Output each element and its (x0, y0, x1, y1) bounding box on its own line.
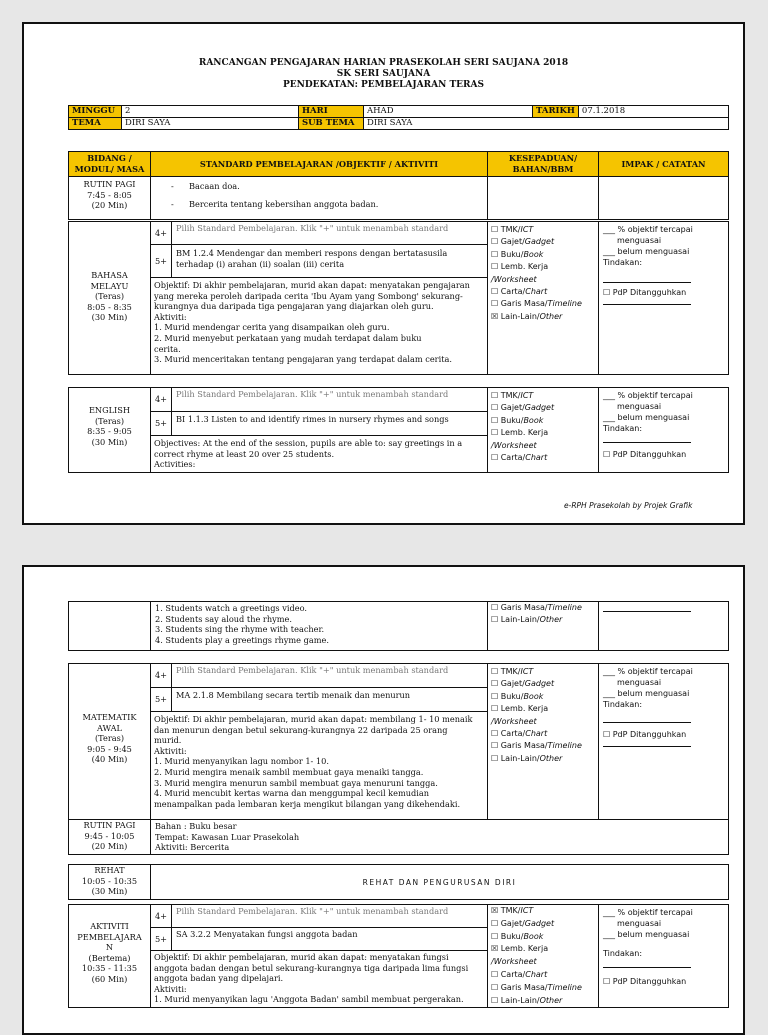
checkbox-icon: ☐ (491, 262, 499, 272)
bm-objektif (150, 277, 488, 375)
checkbox-icon: ☐ (491, 982, 499, 992)
checkbox-icon: ☐ (491, 741, 499, 751)
bm-level-1: 4+ (150, 221, 172, 245)
ma-o2: dan menurun dengan betul sekurang-kurangnya 22 daripada 25 orang (154, 724, 448, 735)
impak-belum: ___ belum menguasai (603, 247, 690, 256)
checkbox-icon: ☐ (491, 237, 499, 247)
tmk-label: TMK/ (500, 667, 521, 676)
chk-tmk[interactable] (491, 224, 595, 236)
ict-label: ICT (520, 667, 534, 676)
checkbox-checked-icon: ☒ (491, 311, 499, 321)
chk-lain[interactable] (491, 995, 595, 1008)
tema-label: TEMA (69, 118, 122, 130)
tarikh-label: TARIKH (533, 106, 579, 118)
impak-tindakan: Tindakan: (603, 700, 643, 709)
carta-label: Carta/ (500, 729, 526, 739)
chk-tmk[interactable] (491, 390, 595, 402)
en-activities (150, 601, 488, 651)
ap-o3: anggota badan yang dipelajari. (154, 973, 284, 984)
checkbox-icon: ☐ (491, 391, 499, 400)
ma-kesepaduan (487, 663, 599, 820)
impak-belum: ___ belum menguasai (603, 413, 690, 422)
checkbox-icon: ☐ (491, 299, 499, 309)
impak-ditangguhkan[interactable]: ☐ PdP Ditangguhkan (603, 288, 687, 297)
ma-l3: (Teras) (94, 733, 125, 744)
ma-level-2: 5+ (150, 687, 172, 712)
en-kesepaduan (487, 387, 599, 473)
ap-o5: 1. Murid menyanyikan lagu 'Anggota Badan' sambil membuat pergerakan. (154, 994, 464, 1005)
en-act-2: 2. Students say aloud the rhyme. (155, 613, 292, 624)
gajet-label: Gajet/ (500, 918, 525, 928)
bm-o4: Aktiviti: (154, 311, 187, 322)
lembaran-label: Lemb. Kerja (500, 262, 549, 272)
checkbox-icon: ☐ (491, 995, 499, 1005)
chk-lembaran[interactable] (491, 427, 595, 439)
header-line-2: SK SERI SAUJANA (336, 69, 431, 79)
timeline-label: Timeline (547, 603, 582, 612)
checkbox-icon: ☐ (491, 679, 499, 689)
bm-o5: 1. Murid mendengar cerita yang disampaikan oleh guru. (154, 322, 390, 333)
bm-impak (598, 221, 729, 375)
bm-std2-line2: terhadap (i) arahan (ii) soalan (iii) cerita (176, 258, 345, 269)
impak-menguasai: menguasai (617, 919, 662, 928)
checkbox-checked-icon: ☒ (491, 906, 499, 915)
worksheet-label: /Worksheet (491, 716, 537, 726)
chk-garis[interactable] (491, 298, 595, 310)
carta-label: Carta/ (500, 453, 526, 463)
en-cont-label (68, 601, 151, 651)
en-impak (598, 387, 729, 473)
ma-standard-1[interactable]: Pilih Standard Pembelajaran. Klik "+" untuk menambah standard (171, 663, 488, 688)
chart-label: Chart (525, 729, 548, 739)
ma-impak (598, 663, 729, 820)
en-objectives (150, 435, 488, 473)
chk-lain[interactable] (491, 614, 595, 626)
ap-l1: AKTIVITI (90, 921, 129, 931)
ma-o3: murid. (154, 735, 182, 746)
impak-menguasai: menguasai (617, 236, 662, 245)
gajet-label: Gajet/ (500, 237, 525, 247)
en-o2: correct rhyme at least 20 over 25 students. (154, 448, 335, 459)
carta-label: Carta/ (500, 969, 526, 979)
lembaran-label: Lemb. Kerja (500, 704, 549, 714)
bm-standard-1[interactable]: Pilih Standard Pembelajaran. Klik "+" untuk menambah standard (171, 221, 488, 245)
rutin-pagi-2-content (150, 819, 729, 855)
bm-o3: kurangnya dua daripada tiga pengajaran yang diajarkan oleh guru. (154, 301, 434, 312)
ap-o4: Aktiviti: (154, 983, 187, 994)
chk-garis[interactable] (491, 740, 595, 752)
impak-line (603, 298, 691, 305)
hari-value: AHAD (364, 106, 533, 118)
gadget-label: Gadget (524, 679, 555, 689)
tmk-label: TMK/ (500, 906, 521, 915)
ap-l6: (60 Min) (91, 973, 128, 984)
gadget-label: Gadget (524, 403, 555, 413)
chk-lain[interactable] (491, 753, 595, 765)
ict-label: ICT (520, 391, 534, 400)
checkbox-icon: ☐ (491, 615, 499, 625)
lain-label: Lain-Lain/ (500, 753, 540, 763)
impak-line (603, 710, 691, 723)
impak-tindakan: Tindakan: (603, 949, 643, 958)
subtema-label: SUB TEMA (299, 118, 364, 130)
chk-lain[interactable] (491, 311, 595, 323)
other-label: Other (539, 995, 563, 1005)
chk-carta[interactable] (491, 969, 595, 982)
impak-ditangguhkan[interactable]: ☐ PdP Ditangguhkan (603, 730, 687, 739)
chk-tmk[interactable] (491, 905, 595, 918)
en-cont-impak (598, 601, 729, 651)
impak-menguasai: menguasai (617, 402, 662, 411)
col-bidang-line2: MODUL/ MASA (74, 164, 145, 174)
chart-label: Chart (525, 287, 548, 297)
ma-o9: menampalkan pada lembaran kerja mengikut bilangan yang dikehendaki. (154, 798, 461, 809)
rutin2-tempat: Tempat: Kawasan Luar Prasekolah (155, 831, 300, 842)
bm-label (68, 221, 151, 375)
chart-label: Chart (525, 969, 548, 979)
garis-label: Garis Masa/ (500, 982, 548, 992)
bm-kesepaduan (487, 221, 599, 375)
english-label (68, 387, 151, 473)
en-act-4: 4. Students play a greetings rhyme game. (155, 634, 329, 645)
rutin2-bahan: Bahan : Buku besar (155, 821, 237, 831)
bm-l4: 8:05 - 8:35 (87, 301, 132, 312)
rehat-l1: REHAT (94, 865, 125, 875)
impak-line (603, 434, 691, 443)
impak-tindakan: Tindakan: (603, 424, 643, 433)
header-line-1: RANCANGAN PENGAJARAN HARIAN PRASEKOLAH SERI SAUJANA 2018 (198, 58, 569, 68)
document-header (24, 58, 743, 91)
ma-level-1: 4+ (150, 663, 172, 688)
minggu-value: 2 (122, 106, 299, 118)
gajet-label: Gajet/ (500, 403, 525, 413)
chk-buku[interactable] (491, 249, 595, 261)
rutin2-aktiviti: Aktiviti: Bercerita (155, 842, 230, 853)
tmk-label: TMK/ (500, 225, 521, 234)
timeline-label: Timeline (547, 741, 582, 751)
ap-l4: (Bertema) (88, 952, 131, 963)
impak-line (603, 740, 691, 747)
rutin-pagi-1-label (68, 176, 151, 220)
en-cont-kesepaduan (487, 601, 599, 651)
impak-tercapai: ___ % objektif tercapai (603, 391, 693, 400)
bm-std2-line1: BM 1.2.4 Mendengar dan memberi respons dengan bertatasusila (176, 248, 448, 258)
ma-standard-2[interactable]: MA 2.1.8 Membilang secara tertib menaik dan menurun (171, 687, 488, 712)
ma-l1: MATEMATIK (82, 712, 137, 722)
ma-o5: 1. Murid menyanyikan lagu nombor 1- 10. (154, 756, 329, 767)
ap-l5: 10:35 - 11:35 (81, 963, 138, 974)
chk-lembaran[interactable] (491, 261, 595, 273)
checkbox-icon: ☐ (491, 753, 499, 763)
ma-o6: 2. Murid mengira menaik sambil membuat gaya menaiki tangga. (154, 766, 424, 777)
col-standard: STANDARD PEMBELAJARAN /OBJEKTIF / AKTIVITI (150, 151, 488, 177)
en-standard-1[interactable]: Pilih Standard Pembelajaran. Klik "+" untuk menambah standard (171, 387, 488, 412)
bm-o7: cerita. (154, 343, 181, 354)
rehat-content: REHAT DAN PENGURUSAN DIRI (150, 864, 729, 900)
en-act-1: 1. Students watch a greetings video. (155, 603, 307, 613)
checkbox-icon: ☐ (491, 249, 499, 259)
other-label: Other (539, 615, 563, 625)
chk-buku[interactable] (491, 415, 595, 427)
checkbox-icon: ☐ (491, 667, 499, 676)
worksheet-label: /Worksheet (491, 274, 537, 284)
en-act-3: 3. Students sing the rhyme with teacher. (155, 624, 325, 635)
worksheet-label: /Worksheet (491, 957, 537, 967)
col-impak: IMPAK / CATATAN (598, 151, 729, 177)
lain-label: Lain-Lain/ (500, 615, 540, 625)
chk-gajet[interactable] (491, 236, 595, 248)
book-label: Book (523, 931, 544, 941)
ap-kesepaduan (487, 904, 599, 1008)
bm-l5: (30 Min) (91, 312, 128, 323)
checkbox-icon: ☐ (491, 287, 499, 297)
en-level-2: 5+ (150, 411, 172, 436)
chk-buku[interactable] (491, 691, 595, 703)
ict-label: ICT (520, 225, 534, 234)
impak-tercapai: ___ % objektif tercapai (603, 667, 693, 676)
ap-standard-1[interactable]: Pilih Standard Pembelajaran. Klik "+" untuk menambah standard (171, 904, 488, 928)
hari-label: HARI (299, 106, 364, 118)
rehat-label (68, 864, 151, 900)
checkbox-icon: ☐ (491, 428, 499, 438)
rehat-l3: (30 Min) (91, 886, 128, 897)
rutin2-l2: 9:45 - 10:05 (84, 830, 135, 841)
ap-o2: anggota badan dengan betul sekurang-kurangnya tiga daripada lima fungsi (154, 962, 469, 973)
ap-standard-2[interactable]: SA 3.2.2 Menyatakan fungsi anggota badan (171, 927, 488, 951)
lain-label: Lain-Lain/ (500, 311, 540, 321)
other-label: Other (539, 311, 563, 321)
buku-label: Buku/ (500, 691, 524, 701)
col-bidang-line1: BIDANG / (87, 153, 132, 163)
ma-o7: 3. Murid mengira menurun sambil membuat gaya menuruni tangga. (154, 777, 438, 788)
carta-label: Carta/ (500, 287, 526, 297)
gadget-label: Gadget (524, 918, 555, 928)
en-l3: 8:35 - 9:05 (87, 426, 132, 437)
en-l2: (Teras) (94, 415, 125, 426)
chk-lembaran[interactable] (491, 703, 595, 715)
other-label: Other (539, 753, 563, 763)
chk-tmk[interactable] (491, 666, 595, 678)
col-kesepaduan (487, 151, 599, 177)
info-table (68, 105, 729, 130)
impak-menguasai: menguasai (617, 678, 662, 687)
page-2 (22, 565, 745, 1035)
checkbox-checked-icon: ☒ (491, 944, 499, 954)
chk-garis[interactable] (491, 602, 595, 614)
checkbox-icon: ☐ (491, 691, 499, 701)
dash: - (171, 199, 174, 209)
timeline-label: Timeline (547, 299, 582, 309)
subtema-value: DIRI SAYA (364, 118, 729, 130)
book-label: Book (523, 415, 544, 425)
col-kesepaduan-line1: KESEPADUAN/ (508, 153, 578, 163)
checkbox-icon: ☐ (491, 704, 499, 714)
impak-belum: ___ belum menguasai (603, 930, 690, 939)
checkbox-icon: ☐ (491, 415, 499, 425)
impak-tercapai: ___ % objektif tercapai (603, 225, 693, 234)
tmk-label: TMK/ (500, 391, 521, 400)
ap-level-2: 5+ (150, 927, 172, 951)
garis-label: Garis Masa/ (500, 741, 548, 751)
en-l1: ENGLISH (88, 405, 131, 415)
gajet-label: Gajet/ (500, 679, 525, 689)
ma-o8: 4. Murid mencubit kertas warna dan menggumpal kecil kemudian (154, 788, 430, 799)
impak-ditangguhkan[interactable]: ☐ PdP Ditangguhkan (603, 977, 687, 986)
rutin-pagi-2-label (68, 819, 151, 855)
ap-impak (598, 904, 729, 1008)
chk-carta[interactable] (491, 286, 595, 298)
rutin2-l3: (20 Min) (91, 841, 128, 852)
tema-value: DIRI SAYA (122, 118, 299, 130)
ma-l5: (40 Min) (91, 754, 128, 765)
checkbox-icon: ☐ (491, 603, 499, 612)
rutin1-impak (598, 176, 729, 220)
bm-l1: BAHASA (91, 270, 128, 280)
rutin1-l3: (20 Min) (91, 200, 128, 211)
impak-tindakan: Tindakan: (603, 258, 643, 267)
book-label: Book (523, 249, 544, 259)
rutin2-l1: RUTIN PAGI (83, 820, 136, 830)
dash: - (171, 181, 174, 191)
impak-belum: ___ belum menguasai (603, 689, 690, 698)
ap-label (68, 904, 151, 1008)
rutin1-activity-1: Bacaan doa. (189, 181, 240, 191)
checkbox-icon: ☐ (491, 918, 499, 928)
bm-o6: 2. Murid menyebut perkataan yang mudah terdapat dalam buku (154, 332, 422, 343)
impak-line (603, 602, 691, 612)
chk-lembaran[interactable] (491, 943, 595, 956)
bm-level-2: 5+ (150, 244, 172, 278)
timeline-label: Timeline (547, 982, 582, 992)
lain-label: Lain-Lain/ (500, 995, 540, 1005)
lembaran-label: Lemb. Kerja (500, 944, 549, 954)
ma-l4: 9:05 - 9:45 (87, 743, 132, 754)
impak-tercapai: ___ % objektif tercapai (603, 908, 693, 917)
ap-objektif (150, 950, 488, 1008)
lembaran-label: Lemb. Kerja (500, 428, 549, 438)
rehat-l2: 10:05 - 10:35 (81, 875, 138, 886)
buku-label: Buku/ (500, 415, 524, 425)
bm-o8: 3. Murid menceritakan tentang pengajaran yang terdapat dalam cerita. (154, 354, 452, 365)
col-kesepaduan-line2: BAHAN/BBM (512, 164, 574, 174)
en-standard-2[interactable]: BI 1.1.3 Listen to and identify rimes in nursery rhymes and songs (171, 411, 488, 436)
ap-level-1: 4+ (150, 904, 172, 928)
ma-label (68, 663, 151, 820)
ap-l3: N (105, 942, 114, 953)
impak-line (603, 268, 691, 283)
bm-l2: MELAYU (90, 280, 129, 291)
impak-ditangguhkan[interactable]: ☐ PdP Ditangguhkan (603, 450, 687, 459)
checkbox-icon: ☐ (491, 225, 499, 234)
rutin-pagi-1-content (150, 176, 488, 220)
garis-label: Garis Masa/ (500, 299, 548, 309)
bm-l3: (Teras) (94, 291, 125, 302)
en-o1: Objectives: At the end of the session, pupils are able to: say greetings in a (154, 438, 463, 448)
ma-o1: Objektif: Di akhir pembelajaran, murid akan dapat: membilang 1- 10 menaik (154, 714, 473, 724)
chk-carta[interactable] (491, 728, 595, 740)
gadget-label: Gadget (524, 237, 555, 247)
chart-label: Chart (525, 453, 548, 463)
bm-o2: yang mereka peroleh daripada cerita 'Ibu Ayam yang Sombong' sekurang- (154, 290, 463, 301)
impak-line (603, 959, 691, 968)
chk-garis[interactable] (491, 982, 595, 995)
book-label: Book (523, 691, 544, 701)
page-1 (22, 22, 745, 525)
buku-label: Buku/ (500, 249, 524, 259)
bm-o1: Objektif: Di akhir pembelajaran, murid akan dapat: menyatakan pengajaran (154, 280, 470, 290)
header-line-3: PENDEKATAN: PEMBELAJARAN TERAS (283, 80, 484, 90)
ma-objektif (150, 711, 488, 820)
buku-label: Buku/ (500, 931, 524, 941)
rutin1-activity-2: Bercerita tentang kebersihan anggota badan. (189, 199, 379, 209)
ict-label: ICT (520, 906, 534, 915)
rutin1-l1: RUTIN PAGI (83, 179, 136, 189)
checkbox-icon: ☐ (491, 931, 499, 941)
ap-l2: PEMBELAJARA (77, 931, 142, 942)
minggu-label: MINGGU (69, 106, 122, 118)
ma-o4: Aktiviti: (154, 745, 187, 756)
ap-o1: Objektif: Di akhir pembelajaran, murid akan dapat: menyatakan fungsi (154, 952, 449, 962)
checkbox-icon: ☐ (491, 969, 499, 979)
ma-l2: AWAL (97, 722, 122, 733)
rutin1-l2: 7:45 - 8:05 (87, 189, 132, 200)
rutin1-kesepaduan (487, 176, 599, 220)
bm-standard-2[interactable] (171, 244, 488, 278)
en-l4: (30 Min) (91, 436, 128, 447)
chk-buku[interactable] (491, 931, 595, 944)
chk-carta[interactable] (491, 452, 595, 464)
en-level-1: 4+ (150, 387, 172, 412)
chk-gajet[interactable] (491, 678, 595, 690)
checkbox-icon: ☐ (491, 403, 499, 413)
chk-gajet[interactable] (491, 918, 595, 931)
en-o3: Activities: (154, 459, 196, 470)
col-bidang (68, 151, 151, 177)
checkbox-icon: ☐ (491, 729, 499, 739)
worksheet-label: /Worksheet (491, 440, 537, 450)
chk-gajet[interactable] (491, 402, 595, 414)
footer-credit: e-RPH Prasekolah by Projek Grafik (564, 501, 693, 510)
checkbox-icon: ☐ (491, 453, 499, 463)
garis-label: Garis Masa/ (500, 603, 548, 612)
tarikh-value: 07.1.2018 (578, 106, 728, 118)
